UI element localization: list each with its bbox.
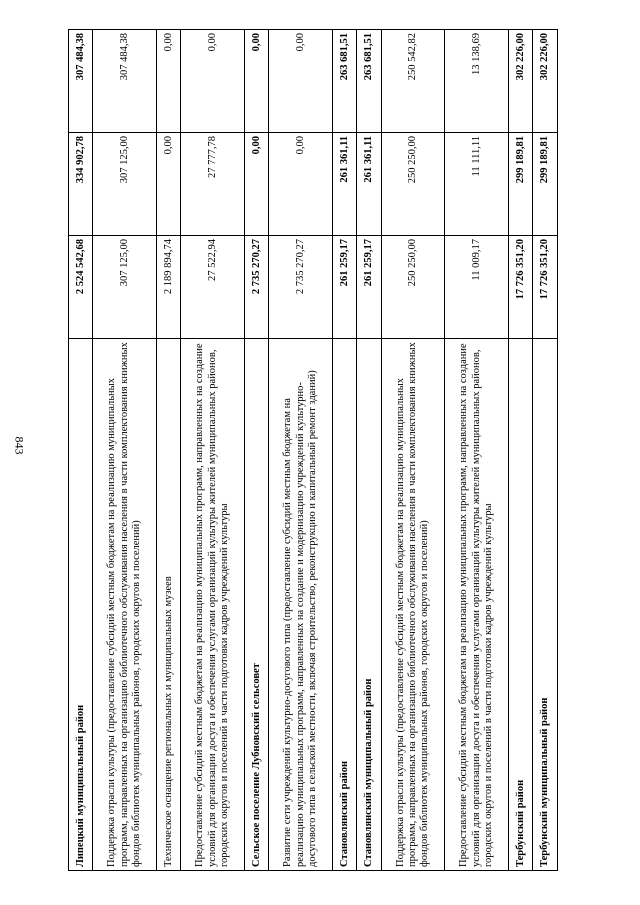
row-value-2022-cell: 2 189 894,74 xyxy=(157,236,181,339)
budget-table-body xyxy=(69,30,558,871)
row-value-2022-cell: 2 735 270,27 xyxy=(269,236,333,339)
row-value-2024-cell: 302 226,00 xyxy=(509,30,533,133)
table-row xyxy=(357,30,381,871)
row-value-2022-cell: 17 726 351,20 xyxy=(509,236,533,339)
rotated-table-frame xyxy=(68,33,558,871)
row-value-2023-cell: 299 189,81 xyxy=(533,133,558,236)
row-value-2024-cell: 13 138,69 xyxy=(445,30,509,133)
row-name-cell: Техническое оснащение региональных и муниципальных музеев xyxy=(157,339,181,871)
table-row xyxy=(245,30,269,871)
row-value-2022-cell: 307 125,00 xyxy=(93,236,157,339)
table-row xyxy=(69,30,93,871)
table-row xyxy=(93,30,157,871)
row-value-2024-cell: 0,00 xyxy=(157,30,181,133)
row-value-2022-cell: 261 259,17 xyxy=(333,236,357,339)
row-name-cell: Предоставление субсидий местным бюджетам на реализацию муниципальных программ, направленных на создание условий для организации досуга и обеспечения услугами организаций культуры жителей муниципальных районов, городских округов и поселений в части подготовки кадров учреждений культуры xyxy=(445,339,509,871)
row-value-2023-cell: 261 361,11 xyxy=(333,133,357,236)
row-value-2023-cell: 11 111,11 xyxy=(445,133,509,236)
budget-table xyxy=(68,29,558,871)
row-name-cell: Предоставление субсидий местным бюджетам на реализацию муниципальных программ, направленных на создание условий для организации досуга и обеспечения услугами организаций культуры жителей муниципальных районов, городских округов и поселений в части подготовки кадров учреждений культуры xyxy=(181,339,245,871)
row-value-2024-cell: 263 681,51 xyxy=(357,30,381,133)
row-name-cell: Тербунский муниципальный район xyxy=(533,339,558,871)
table-row xyxy=(269,30,333,871)
row-value-2023-cell: 334 902,78 xyxy=(69,133,93,236)
row-value-2024-cell: 0,00 xyxy=(181,30,245,133)
row-value-2023-cell: 299 189,81 xyxy=(509,133,533,236)
page-number: 843 xyxy=(12,436,27,455)
row-value-2022-cell: 27 522,94 xyxy=(181,236,245,339)
row-value-2024-cell: 307 484,38 xyxy=(69,30,93,133)
row-name-cell: Поддержка отрасли культуры (предоставление субсидий местным бюджетам на реализацию муниципальных программ, направленных на организацию библиотечного обслуживания населения в части комплектования книжных фондов библиотек муниципальных районов, городских округов и поселений) xyxy=(381,339,445,871)
row-value-2024-cell: 302 226,00 xyxy=(533,30,558,133)
row-name-cell: Липецкий муниципальный район xyxy=(69,339,93,871)
row-value-2024-cell: 0,00 xyxy=(245,30,269,133)
row-value-2023-cell: 307 125,00 xyxy=(93,133,157,236)
row-name-cell: Становлянский муниципальный район xyxy=(357,339,381,871)
table-row xyxy=(533,30,558,871)
row-value-2024-cell: 250 542,82 xyxy=(381,30,445,133)
row-value-2023-cell: 250 250,00 xyxy=(381,133,445,236)
rotated-table-content xyxy=(68,33,558,871)
row-value-2022-cell: 11 009,17 xyxy=(445,236,509,339)
table-row xyxy=(157,30,181,871)
table-row xyxy=(333,30,357,871)
row-value-2022-cell: 2 735 270,27 xyxy=(245,236,269,339)
row-value-2023-cell: 0,00 xyxy=(269,133,333,236)
table-row xyxy=(181,30,245,871)
row-name-cell: Поддержка отрасли культуры (предоставление субсидий местным бюджетам на реализацию муниципальных программ, направленных на организацию библиотечного обслуживания населения в части комплектования книжных фондов библиотек муниципальных районов, городских округов и поселений) xyxy=(93,339,157,871)
row-value-2022-cell: 250 250,00 xyxy=(381,236,445,339)
row-value-2023-cell: 27 777,78 xyxy=(181,133,245,236)
table-row xyxy=(445,30,509,871)
row-value-2023-cell: 261 361,11 xyxy=(357,133,381,236)
row-name-cell: Тербунский район xyxy=(509,339,533,871)
row-value-2024-cell: 307 484,38 xyxy=(93,30,157,133)
row-name-cell: Развитие сети учреждений культурно-досугового типа (предоставление субсидий местным бюджетам на реализацию муниципальных программ, направленных на создание и модернизацию учреждений культурно-досугового типа в сельской местности, включая строительство, реконструкцию и капитальный ремонт зданий) xyxy=(269,339,333,871)
row-name-cell: Сельское поселение Лубновский сельсовет xyxy=(245,339,269,871)
row-value-2024-cell: 263 681,51 xyxy=(333,30,357,133)
row-value-2023-cell: 0,00 xyxy=(157,133,181,236)
table-row xyxy=(509,30,533,871)
row-name-cell: Становлянский район xyxy=(333,339,357,871)
row-value-2023-cell: 0,00 xyxy=(245,133,269,236)
row-value-2022-cell: 2 524 542,68 xyxy=(69,236,93,339)
table-row xyxy=(381,30,445,871)
row-value-2024-cell: 0,00 xyxy=(269,30,333,133)
row-value-2022-cell: 261 259,17 xyxy=(357,236,381,339)
row-value-2022-cell: 17 726 351,20 xyxy=(533,236,558,339)
